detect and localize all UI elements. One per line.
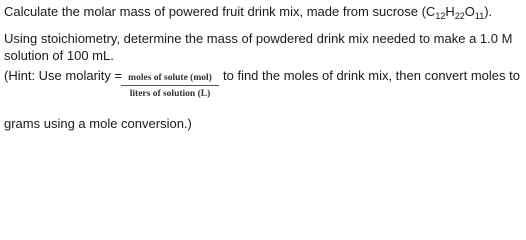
oxygen-subscript: 11 — [474, 11, 485, 21]
oxygen-letter: O — [464, 4, 475, 19]
hydrogen-letter: H — [445, 4, 455, 19]
question-line-2: Using stoichiometry, determine the mass of powdered drink mix needed to make a 1.0 M — [4, 31, 513, 46]
fraction-denominator: liters of solution (L) — [129, 89, 211, 99]
question-line-3: solution of 100 mL. — [4, 48, 114, 63]
line1-prefix: Calculate the molar mass of powered fruit drink mix, made from sucrose (C — [4, 4, 436, 19]
question-line-1 — [4, 4, 492, 20]
hint-line-prefix: (Hint: Use molarity = — [4, 68, 123, 83]
line1-suffix: ). — [484, 4, 493, 19]
molarity-fraction — [121, 73, 219, 99]
carbon-subscript: 12 — [435, 11, 446, 21]
hydrogen-subscript: 22 — [454, 11, 465, 21]
hint-line-suffix: to find the moles of drink mix, then convert moles to — [223, 68, 520, 83]
hint-line-end: grams using a mole conversion.) — [4, 116, 192, 131]
fraction-numerator: moles of solute (mol) — [121, 73, 219, 86]
